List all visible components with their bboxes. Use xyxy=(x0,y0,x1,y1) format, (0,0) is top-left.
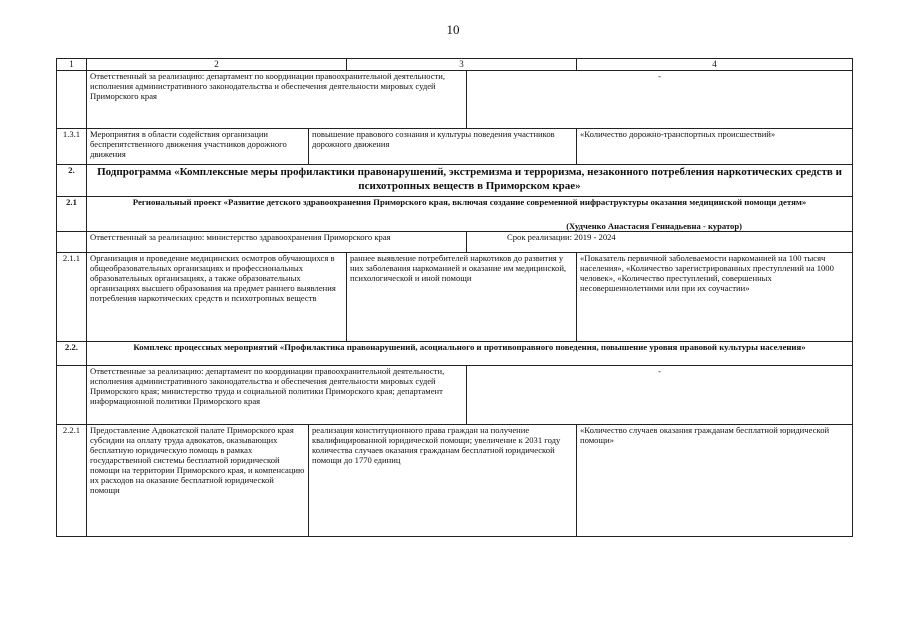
event-cell: Предоставление Адвокатской палате Приморского края субсидии на оплату труда адвокатов, оказывающих бесплатную юридическую помощь в рамках государственной системы бесплатной юридической помощи на территории Приморского края, и компенсацию их расходов на оказание бесплатной юридической помощи xyxy=(87,425,309,537)
program-table xyxy=(56,58,853,537)
event-cell: Мероприятия в области содействия организации беспрепятственного движения участников дорожного движения xyxy=(87,129,309,165)
result-cell: повышение правового сознания и культуры поведения участников дорожного движения xyxy=(309,129,577,165)
table-row xyxy=(57,425,853,537)
column-header-4: 4 xyxy=(577,59,853,71)
section-title-cell: Комплекс процессных мероприятий «Профилактика правонарушений, асоциального и противоправного поведения, повышение уровня правовой культуры населения» xyxy=(87,342,853,366)
section-number-cell: 2.1 xyxy=(57,197,87,232)
indicator-cell: «Количество дорожно-транспортных происшествий» xyxy=(577,129,853,165)
table-row xyxy=(57,129,853,165)
column-header-1: 1 xyxy=(57,59,87,71)
section-row xyxy=(57,165,853,197)
section-row xyxy=(57,197,853,221)
curator-cell: (Худченко Анастасия Геннадьевна - куратор) xyxy=(87,221,853,232)
table-row xyxy=(57,366,853,425)
page-number: 10 xyxy=(446,22,460,37)
row-number-cell: 2.1.1 xyxy=(57,253,87,342)
section-title-cell: Региональный проект «Развитие детского здравоохранения Приморского края, включая создание современной инфраструктуры оказания медицинской помощи детям» xyxy=(87,197,853,221)
section-title-cell: Подпрограмма «Комплексные меры профилактики правонарушений, экстремизма и терроризма, незаконного потребления наркотических средств и психотропных веществ в Приморском крае» xyxy=(87,165,853,197)
responsible-cell: Ответственный за реализацию: департамент по координации правоохранительной деятельности, исполнения административного законодательства и обеспечения деятельности мировых судей Приморского края xyxy=(87,71,467,129)
table-header-row xyxy=(57,59,853,71)
row-number-cell: 2.2.1 xyxy=(57,425,87,537)
table-row xyxy=(57,71,853,129)
table-row xyxy=(57,253,853,342)
term-cell: Срок реализации: 2019 - 2024 xyxy=(467,232,853,253)
table-row xyxy=(57,232,853,253)
event-cell: Организация и проведение медицинских осмотров обучающихся в общеобразовательных организациях и профессиональных образовательных организациях, а также образовательных организациях высшего образования на предмет раннего выявления потребления наркотических средств и психотропных веществ xyxy=(87,253,347,342)
dash-cell: - xyxy=(467,71,853,129)
column-header-3: 3 xyxy=(347,59,577,71)
indicator-cell: «Показатель первичной заболеваемости наркоманией на 100 тысяч населения», «Количество зарегистрированных преступлений на 1000 человек», «Количество преступлений, совершенных несовершеннолетними или при их соучастии» xyxy=(577,253,853,342)
result-cell: реализация конституционного права граждан на получение квалифицированной юридической помощи; увеличение к 2031 году количества случаев оказания гражданам бесплатной юридической помощи до 1770 единиц xyxy=(309,425,577,537)
row-number-cell xyxy=(57,232,87,253)
column-header-2: 2 xyxy=(87,59,347,71)
curator-row xyxy=(57,221,853,232)
row-number-cell xyxy=(57,366,87,425)
responsible-cell: Ответственный за реализацию: министерство здравоохранения Приморского края xyxy=(87,232,467,253)
indicator-cell: «Количество случаев оказания гражданам бесплатной юридической помощи» xyxy=(577,425,853,537)
row-number-cell: 1.3.1 xyxy=(57,129,87,165)
result-cell: раннее выявление потребителей наркотиков до развития у них заболевания наркоманией и оказание им медицинской, психологической и иной помощи xyxy=(347,253,577,342)
section-number-cell: 2.2. xyxy=(57,342,87,366)
section-number-cell: 2. xyxy=(57,165,87,197)
dash-cell: - xyxy=(467,366,853,425)
row-number-cell xyxy=(57,71,87,129)
section-row xyxy=(57,342,853,366)
responsible-cell: Ответственные за реализацию: департамент по координации правоохранительной деятельности, исполнения административного законодательства и обеспечения деятельности мировых судей Приморского края; министерство труда и социальной политики Приморского края; департамент информационной политики Приморского края xyxy=(87,366,467,425)
